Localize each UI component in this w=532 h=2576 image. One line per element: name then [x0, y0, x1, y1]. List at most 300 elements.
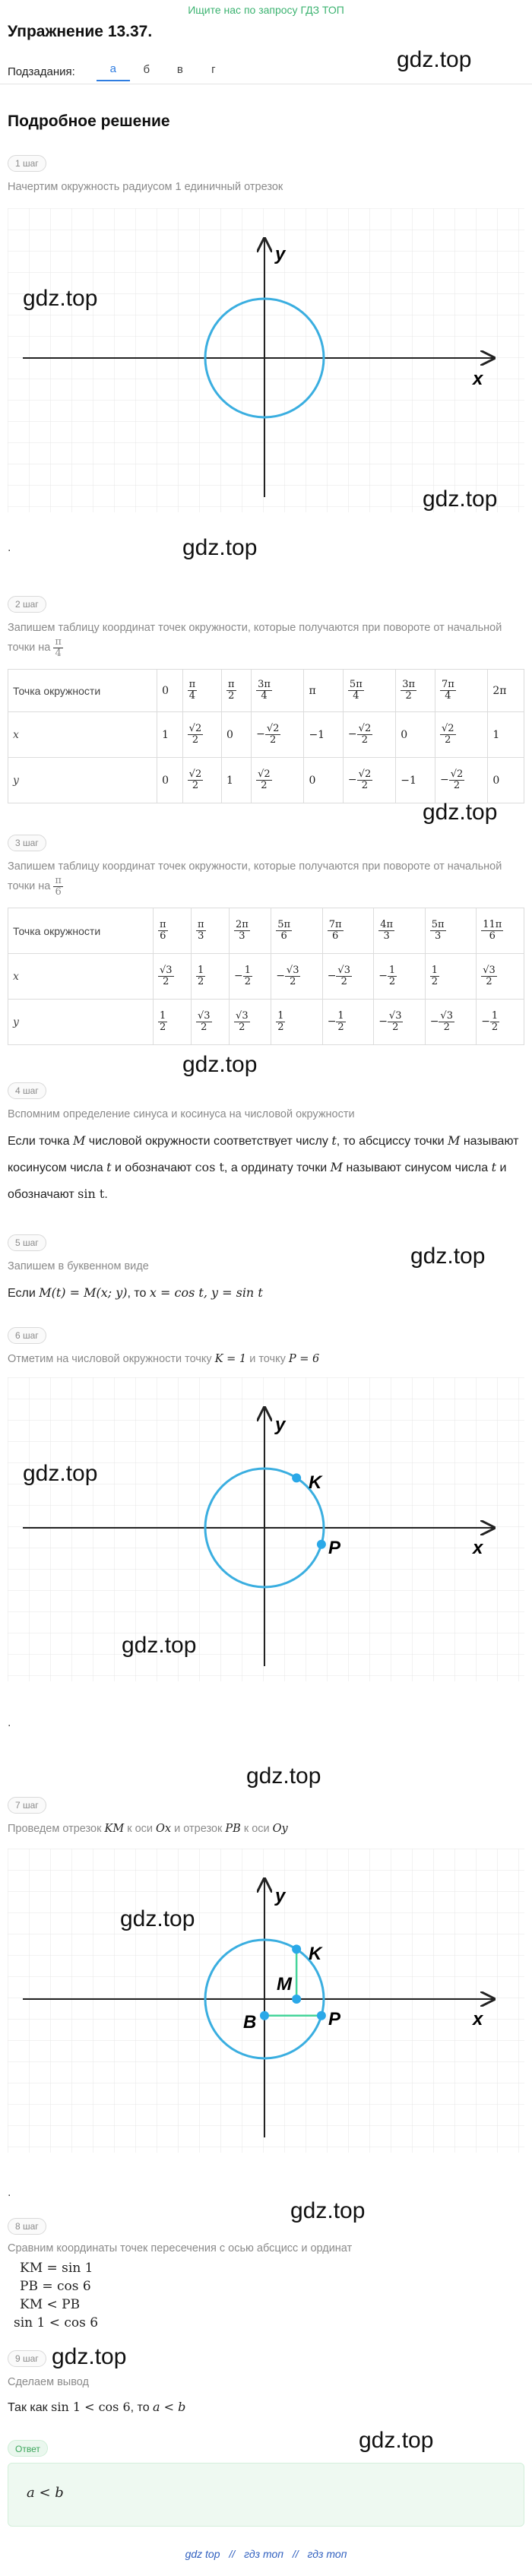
x-axis-label: x [473, 369, 483, 389]
fraction [234, 920, 250, 941]
text: Если точка [8, 1135, 70, 1148]
fraction-num: 1 [388, 965, 396, 977]
step-text: Вспомним определение синуса и косинуса на числовой окружности [8, 1108, 355, 1120]
fraction [430, 965, 439, 987]
formula-line [8, 1280, 524, 1307]
table-cell: 0 [396, 712, 435, 758]
fraction [481, 920, 503, 941]
table-cell [322, 1000, 374, 1045]
coords-table-1 [8, 669, 524, 803]
comparison-line: PB = cos 6 [20, 2279, 91, 2294]
fraction-num: 2π [236, 919, 249, 931]
step-text [8, 1820, 524, 1838]
watermark: gdz.top [52, 2344, 127, 2369]
dot: . [8, 2186, 11, 2199]
fraction-den: 2 [337, 1022, 344, 1033]
table-cell: 0 [304, 758, 343, 803]
fraction-den: 4 [55, 647, 62, 659]
fraction-num: 3π [258, 679, 271, 691]
fraction [158, 965, 174, 987]
subtask-tab-b[interactable]: б [143, 63, 150, 76]
watermark: gdz.top [423, 800, 498, 825]
comparison-line: KM < PB [20, 2297, 81, 2312]
point-m [292, 1995, 301, 2004]
fraction [158, 920, 168, 941]
text: , то абсциссу точки [336, 1135, 445, 1148]
table-cell [192, 908, 230, 954]
fraction-num: √2 [450, 768, 464, 781]
table-cell: 0 [157, 758, 183, 803]
table-cell [230, 908, 271, 954]
fraction [440, 724, 456, 745]
table-cell [182, 670, 221, 712]
fraction-den: 2 [453, 780, 461, 791]
table-cell [252, 712, 304, 758]
fraction-den: 2 [443, 1022, 450, 1033]
math: KM [104, 1823, 125, 1835]
step-text [8, 1350, 524, 1368]
table-cell [230, 1000, 271, 1045]
fraction-num: √3 [337, 965, 350, 977]
table-cell [322, 908, 374, 954]
fraction-num: 3π [402, 679, 416, 691]
table-cell [230, 954, 271, 1000]
text: Если [8, 1287, 36, 1300]
watermark: gdz.top [182, 535, 258, 560]
step-text: Сделаем вывод [8, 2376, 89, 2388]
math: t [106, 1160, 112, 1174]
table-cell [477, 1000, 524, 1045]
math: cos t [195, 1160, 224, 1174]
dot: . [8, 541, 11, 554]
fraction-num: √3 [440, 1010, 453, 1022]
table-cell [271, 954, 323, 1000]
subtask-tab-g[interactable]: г [211, 63, 216, 76]
fraction-den: 2 [261, 780, 268, 791]
fraction-num: √2 [266, 723, 280, 735]
table-cell [192, 1000, 230, 1045]
step-text: Начертим окружность радиусом 1 единичный отрезок [8, 181, 283, 193]
step-text-content: Отметим на числовой окружности точку [8, 1353, 212, 1365]
unit-circle-graph-3 [8, 1849, 524, 2153]
fraction-num: 11π [483, 919, 502, 931]
row-header-cell: x [8, 712, 157, 758]
fraction [378, 920, 394, 941]
angle-fraction [53, 637, 63, 658]
text: Так как [8, 2401, 48, 2414]
step-text-content: Проведем отрезок [8, 1823, 102, 1835]
grid [8, 1849, 524, 2153]
table-cell: 0 [157, 670, 183, 712]
table-cell: −1 [304, 712, 343, 758]
text: числовой окружности соответствует числу [88, 1135, 328, 1148]
table-cell [343, 712, 395, 758]
step-badge: 8 шаг [8, 2218, 46, 2235]
unit-circle-graph-2 [8, 1377, 524, 1681]
fraction-num: √3 [198, 1010, 211, 1022]
fraction-num: √2 [258, 768, 271, 781]
fraction-den: 4 [445, 690, 451, 702]
fraction [440, 680, 456, 701]
fraction [481, 965, 497, 987]
text: . [104, 1188, 108, 1201]
minus-sign: − [378, 1016, 388, 1028]
fraction-num: 1 [198, 965, 204, 977]
fraction-den: 4 [261, 690, 268, 702]
fraction-num: 5π [349, 679, 363, 691]
table-cell: 0 [488, 758, 524, 803]
math: M [330, 1160, 344, 1174]
fraction [256, 769, 272, 791]
fraction [401, 680, 416, 701]
fraction-num: 1 [337, 1010, 344, 1022]
fraction-num: 7π [328, 919, 342, 931]
fraction [196, 920, 206, 941]
minus-sign: − [327, 970, 337, 983]
fraction-den: 4 [188, 690, 196, 702]
table-cell [374, 954, 426, 1000]
fraction [276, 1011, 285, 1032]
watermark: gdz.top [290, 2198, 366, 2223]
watermark: gdz.top [423, 486, 498, 512]
math: sin 1 < cos 6 [51, 2400, 131, 2414]
watermark: gdz.top [246, 1763, 321, 1789]
point-p [317, 1540, 326, 1549]
table-cell [435, 758, 488, 803]
footer-link[interactable]: гдз топ [244, 2548, 283, 2560]
fraction-den: 2 [290, 976, 296, 987]
subtasks-nav [8, 62, 230, 81]
watermark: gdz.top [359, 2428, 434, 2453]
fraction [336, 1011, 345, 1032]
minus-sign: − [234, 970, 243, 983]
fraction-den: 4 [353, 690, 359, 702]
step-badge: 6 шаг [8, 1327, 46, 1344]
table-cell [477, 908, 524, 954]
fraction-num: √2 [188, 723, 202, 735]
table-cell [343, 670, 395, 712]
fraction-den: 3 [239, 930, 245, 942]
fraction-den: 6 [160, 930, 166, 942]
answer-badge: Ответ [8, 2440, 48, 2457]
point-p [317, 2011, 326, 2020]
fraction-num: 7π [442, 679, 454, 691]
fraction-num: √3 [388, 1010, 402, 1022]
fraction-den: 2 [405, 690, 412, 702]
answer-box [8, 2463, 524, 2527]
footer-separator: // [229, 2548, 236, 2560]
table-cell: 1 [222, 758, 252, 803]
math: Oy [272, 1823, 288, 1835]
fraction-den: 2 [198, 976, 204, 987]
fraction-den: 3 [434, 930, 442, 942]
fraction-den: 2 [431, 976, 438, 987]
fraction-num: π [55, 875, 62, 886]
math: M(t) = M(x; y) [39, 1285, 128, 1300]
table-cell [435, 670, 488, 712]
fraction-num: 1 [160, 1010, 166, 1022]
footer-links [0, 2548, 532, 2560]
section-title: Подробное решение [8, 112, 170, 130]
point-k-label: K [309, 1944, 322, 1964]
angle-fraction [53, 876, 63, 897]
fraction-den: 2 [388, 976, 396, 987]
table-cell [154, 1000, 192, 1045]
fraction [188, 680, 198, 701]
point-k-label: K [309, 1472, 322, 1493]
y-axis-label: y [275, 1415, 286, 1435]
fraction [430, 920, 446, 941]
coords-table-2 [8, 908, 524, 1045]
conclusion-line [8, 2394, 524, 2421]
fraction [243, 965, 252, 987]
fraction-num: 1 [491, 1010, 499, 1022]
fraction-den: 3 [198, 930, 204, 942]
minus-sign: − [276, 970, 285, 983]
x-axis-label: x [473, 2009, 483, 2029]
fraction-den: 3 [383, 930, 390, 942]
watermark: gdz.top [23, 286, 98, 311]
text: к оси [243, 1823, 270, 1835]
fraction [328, 920, 344, 941]
fraction [348, 680, 364, 701]
math: PB [225, 1823, 241, 1835]
definition-paragraph [8, 1128, 524, 1208]
fraction-den: 2 [228, 690, 235, 702]
table-cell: 0 [222, 712, 252, 758]
math: a < b [153, 2400, 186, 2414]
table-cell: 2π [488, 670, 524, 712]
step-badge: 9 шаг [8, 2350, 46, 2367]
table-cell [435, 712, 488, 758]
comparison-line: KM = sin 1 [20, 2261, 93, 2276]
table-cell [154, 954, 192, 1000]
point-b-label: B [243, 2012, 257, 2033]
table-cell: 1 [157, 712, 183, 758]
fraction [388, 965, 397, 987]
minus-sign: − [440, 774, 449, 787]
table-cell: 1 [488, 712, 524, 758]
fraction-den: 2 [201, 1022, 207, 1033]
x-axis-label: x [473, 1538, 483, 1558]
watermark: gdz.top [120, 1906, 195, 1931]
math: t [331, 1133, 337, 1148]
watermark: gdz.top [397, 47, 472, 72]
row-header-cell: Точка окружности [8, 670, 157, 712]
fraction-den: 2 [192, 780, 199, 791]
step-badge: 4 шаг [8, 1082, 46, 1099]
step-badge: 7 шаг [8, 1797, 46, 1814]
table-cell [374, 1000, 426, 1045]
math: P = 6 [288, 1353, 320, 1365]
row-header-cell: x [8, 954, 154, 1000]
watermark: gdz.top [122, 1633, 197, 1658]
fraction-num: √2 [442, 723, 454, 735]
fraction-den: 2 [192, 734, 199, 746]
text: и обозначают [115, 1161, 192, 1174]
fraction-den: 2 [270, 734, 277, 746]
step-text: Сравним координаты точек пересечения с осью абсцисс и ординат [8, 2242, 353, 2254]
step-text [8, 619, 524, 658]
fraction [226, 680, 236, 701]
fraction-num: √3 [286, 965, 299, 977]
minus-sign: − [347, 774, 357, 787]
step-badge: 5 шаг [8, 1234, 46, 1251]
table-cell [374, 908, 426, 954]
fraction-num: √3 [236, 1010, 249, 1022]
answer-value: a < b [27, 2485, 64, 2501]
fraction-num: √3 [160, 965, 173, 977]
minus-sign: − [378, 970, 388, 983]
watermark: gdz.top [182, 1052, 258, 1077]
fraction-den: 6 [55, 886, 62, 898]
fraction [188, 724, 204, 745]
table-cell: π [304, 670, 343, 712]
row-header-cell: y [8, 758, 157, 803]
fraction [276, 920, 292, 941]
watermark: gdz.top [23, 1461, 98, 1486]
subtask-tab-v[interactable]: в [176, 63, 183, 76]
footer-link[interactable]: gdz top [185, 2548, 220, 2560]
fraction-num: π [160, 919, 166, 931]
subtask-tab-a[interactable]: а [97, 62, 130, 81]
fraction-num: π [228, 679, 235, 691]
step-text: Запишем в буквенном виде [8, 1260, 149, 1272]
point-p-label: P [328, 2009, 341, 2029]
table-row-y [8, 758, 524, 803]
fraction-den: 6 [331, 930, 339, 942]
fraction-num: √2 [188, 768, 202, 781]
fraction [256, 680, 272, 701]
fraction-num: 1 [431, 965, 438, 977]
table-cell [154, 908, 192, 954]
table-cell [425, 954, 477, 1000]
point-k [292, 1944, 301, 1953]
fraction-den: 2 [361, 780, 369, 791]
grid [8, 208, 524, 512]
fraction-den: 2 [244, 976, 252, 987]
table-cell [271, 1000, 323, 1045]
fraction-den: 2 [392, 1022, 399, 1033]
step-badge: 3 шаг [8, 835, 46, 851]
fraction-den: 2 [445, 734, 451, 746]
y-axis-label: y [275, 244, 286, 265]
fraction [158, 1011, 167, 1032]
table-header-row [8, 908, 524, 954]
fraction-num: π [55, 636, 62, 648]
point-b [260, 2011, 269, 2020]
fraction-den: 2 [361, 734, 369, 746]
fraction-num: 5π [277, 919, 291, 931]
table-cell [425, 1000, 477, 1045]
fraction [196, 1011, 212, 1032]
math: t [491, 1160, 497, 1174]
text: , то [130, 2401, 150, 2414]
subtasks-label: Подзадания: [8, 65, 75, 78]
math: Ox [156, 1823, 172, 1835]
fraction-num: √3 [483, 965, 496, 977]
table-cell [477, 954, 524, 1000]
table-cell [222, 670, 252, 712]
page-title: Упражнение 13.37. [8, 23, 153, 40]
fraction-den: 2 [491, 1022, 499, 1033]
comparison-line: sin 1 < cos 6 [14, 2315, 99, 2330]
math: sin t [78, 1187, 105, 1201]
table-row-x [8, 712, 524, 758]
table-cell [425, 908, 477, 954]
fraction [439, 1011, 454, 1032]
minus-sign: − [327, 1016, 337, 1028]
fraction-num: 5π [431, 919, 445, 931]
fraction [265, 724, 281, 745]
fraction-num: √2 [358, 723, 372, 735]
fraction-num: π [198, 919, 204, 931]
fraction [490, 1011, 499, 1032]
text: , а ординату точки [223, 1161, 328, 1174]
step-text-content: Запишем таблицу координат точек окружности, которые получаются при повороте от начальной точки на [8, 622, 502, 654]
fraction-den: 2 [160, 1022, 166, 1033]
table-cell [396, 670, 435, 712]
minus-sign: − [429, 1016, 439, 1028]
minus-sign: − [347, 728, 357, 741]
fraction [285, 965, 301, 987]
footer-link[interactable]: гдз топ [307, 2548, 347, 2560]
text: называют синусом числа [346, 1161, 489, 1174]
fraction-den: 2 [340, 976, 347, 987]
fraction-num: √2 [358, 768, 372, 781]
table-cell [192, 954, 230, 1000]
fraction [449, 769, 465, 791]
fraction [388, 1011, 404, 1032]
footer-separator: // [292, 2548, 299, 2560]
fraction-num: 1 [244, 965, 252, 977]
fraction [357, 724, 373, 745]
dot: . [8, 1716, 11, 1729]
table-cell [182, 758, 221, 803]
minus-sign: − [481, 1016, 490, 1028]
fraction [188, 769, 204, 791]
minus-sign: − [256, 728, 265, 741]
table-cell [271, 908, 323, 954]
table-row-y [8, 1000, 524, 1045]
table-header-row [8, 670, 524, 712]
table-row-x [8, 954, 524, 1000]
row-header-cell: y [8, 1000, 154, 1045]
step-text [8, 857, 524, 897]
text: к оси [127, 1823, 153, 1835]
search-banner[interactable]: Ищите нас по запросу ГДЗ ТОП [188, 4, 344, 16]
fraction [234, 1011, 250, 1032]
math: M [448, 1133, 461, 1148]
math: x = cos t, y = sin t [149, 1285, 263, 1300]
fraction [196, 965, 205, 987]
fraction-den: 2 [277, 1022, 284, 1033]
table-cell [252, 758, 304, 803]
step-text-content: Запишем таблицу координат точек окружности, которые получаются при повороте от начальной точки на [8, 860, 502, 892]
fraction-den: 2 [239, 1022, 245, 1033]
table-cell [343, 758, 395, 803]
fraction [336, 965, 352, 987]
watermark: gdz.top [410, 1244, 486, 1269]
fraction-den: 2 [163, 976, 169, 987]
math: K = 1 [214, 1353, 247, 1365]
text: называют косинусом числа [8, 1135, 519, 1174]
text: , то [127, 1287, 147, 1300]
grid [8, 1377, 524, 1681]
unit-circle-graph-1 [8, 208, 524, 512]
step-badge: 2 шаг [8, 596, 46, 613]
fraction-num: 4π [380, 919, 394, 931]
